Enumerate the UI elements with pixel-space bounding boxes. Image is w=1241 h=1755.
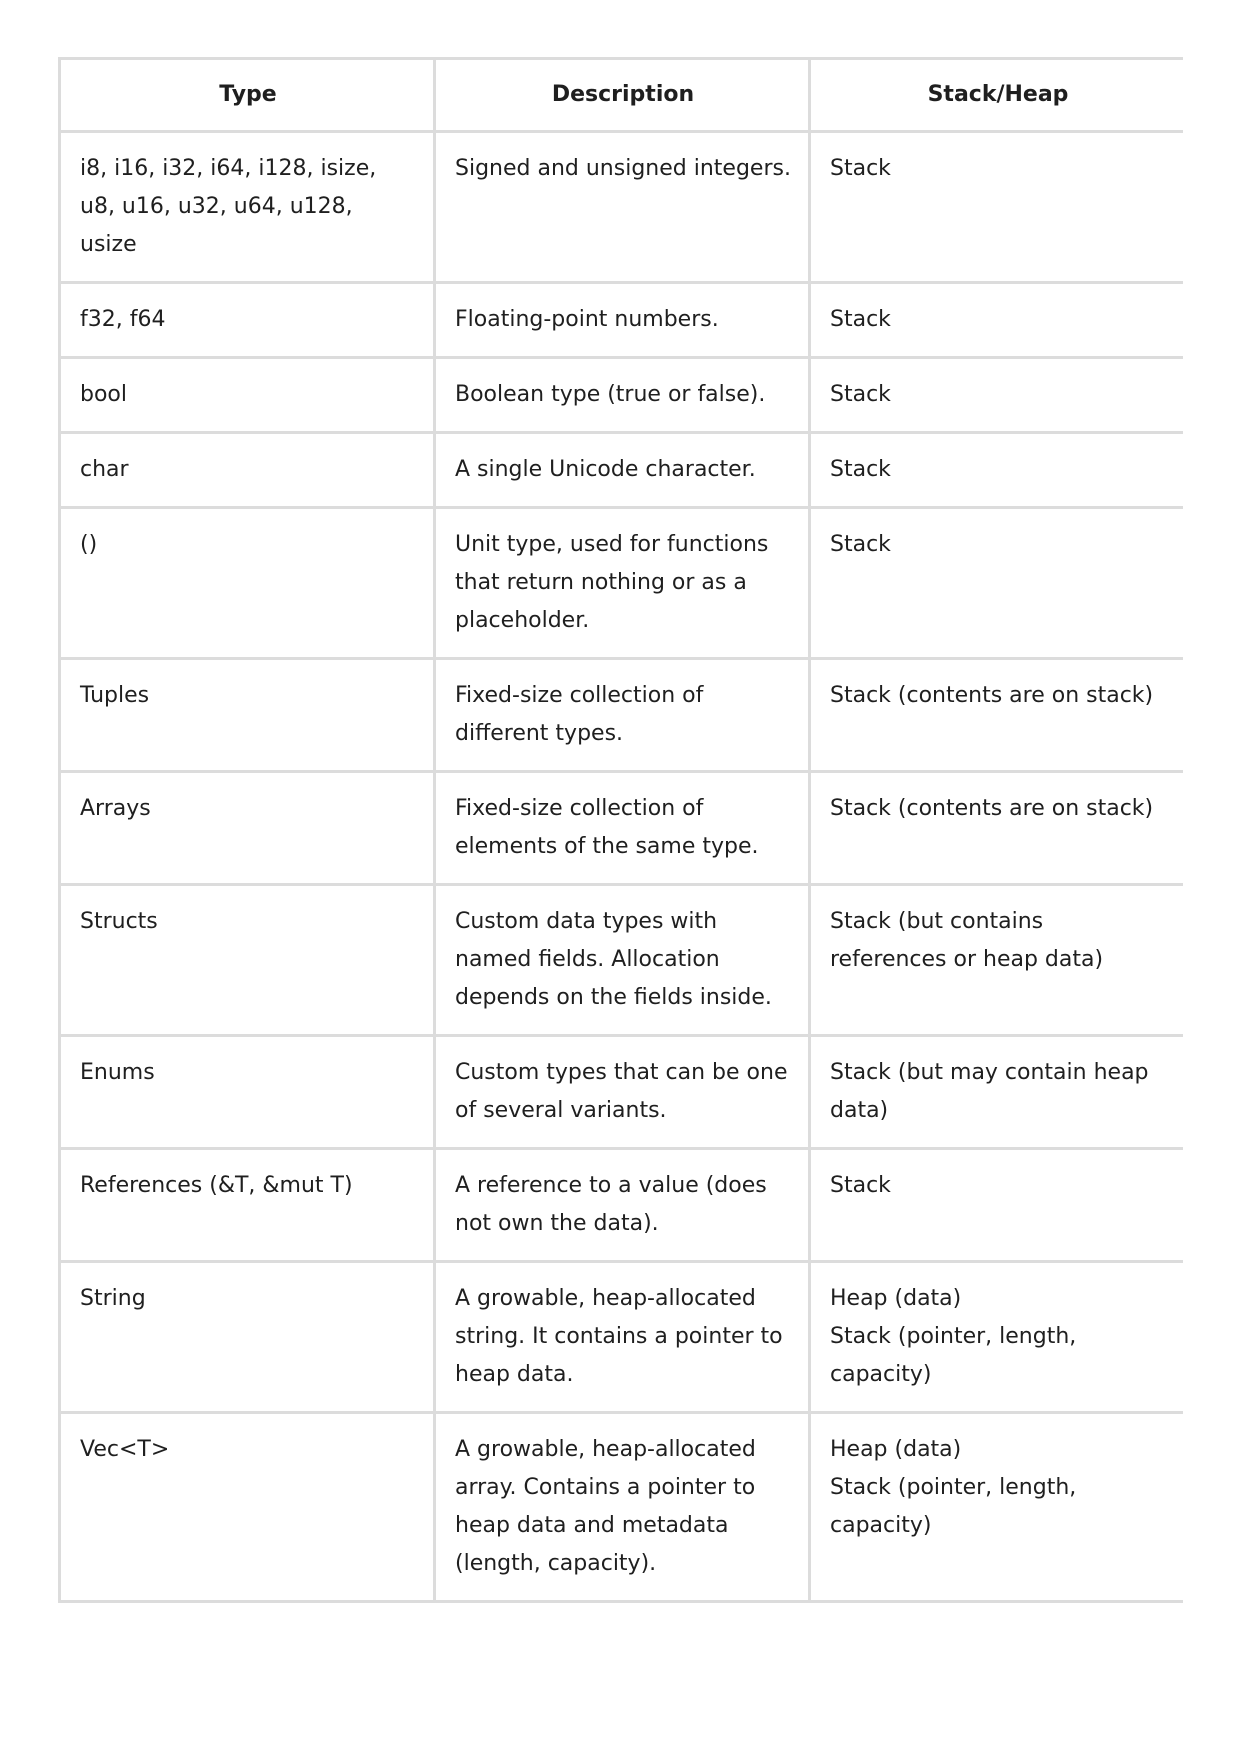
table-row xyxy=(60,433,1184,508)
cell-stack-heap: Stack xyxy=(810,132,1184,283)
cell-type: () xyxy=(60,508,435,659)
table-row xyxy=(60,1149,1184,1262)
cell-type: i8, i16, i32, i64, i128, isize, u8, u16, u32, u64, u128, usize xyxy=(60,132,435,283)
cell-type: Enums xyxy=(60,1036,435,1149)
table-row xyxy=(60,508,1184,659)
cell-description: Fixed-size collection of elements of the same type. xyxy=(435,772,810,885)
table-row xyxy=(60,1036,1184,1149)
rust-types-table xyxy=(58,57,1183,1603)
cell-description: A reference to a value (does not own the data). xyxy=(435,1149,810,1262)
cell-description: Custom data types with named fields. Allocation depends on the fields inside. xyxy=(435,885,810,1036)
cell-description: Unit type, used for functions that return nothing or as a placeholder. xyxy=(435,508,810,659)
cell-type: f32, f64 xyxy=(60,283,435,358)
cell-type: References (&T, &mut T) xyxy=(60,1149,435,1262)
table-row xyxy=(60,885,1184,1036)
cell-stack-heap: Stack (but contains references or heap data) xyxy=(810,885,1184,1036)
cell-stack-heap: Stack xyxy=(810,283,1184,358)
cell-type: bool xyxy=(60,358,435,433)
cell-stack-heap: Stack xyxy=(810,1149,1184,1262)
table-row xyxy=(60,1413,1184,1602)
cell-description: A growable, heap-allocated string. It contains a pointer to heap data. xyxy=(435,1262,810,1413)
table-row xyxy=(60,132,1184,283)
cell-description: Floating-point numbers. xyxy=(435,283,810,358)
cell-stack-heap: Heap (data) Stack (pointer, length, capacity) xyxy=(810,1262,1184,1413)
cell-stack-heap: Heap (data) Stack (pointer, length, capacity) xyxy=(810,1413,1184,1602)
table-row xyxy=(60,358,1184,433)
cell-stack-heap: Stack xyxy=(810,433,1184,508)
cell-stack-heap: Stack (contents are on stack) xyxy=(810,772,1184,885)
cell-stack-heap: Stack (but may contain heap data) xyxy=(810,1036,1184,1149)
cell-type: char xyxy=(60,433,435,508)
header-stack-heap: Stack/Heap xyxy=(810,59,1184,132)
cell-stack-heap: Stack xyxy=(810,508,1184,659)
cell-description: Custom types that can be one of several variants. xyxy=(435,1036,810,1149)
cell-type: String xyxy=(60,1262,435,1413)
table-row xyxy=(60,1262,1184,1413)
table-row xyxy=(60,772,1184,885)
cell-description: A single Unicode character. xyxy=(435,433,810,508)
table-header-row xyxy=(60,59,1184,132)
cell-type: Vec<T> xyxy=(60,1413,435,1602)
cell-description: A growable, heap-allocated array. Contains a pointer to heap data and metadata (length, capacity). xyxy=(435,1413,810,1602)
cell-description: Boolean type (true or false). xyxy=(435,358,810,433)
table-row xyxy=(60,659,1184,772)
types-table-container xyxy=(58,57,1183,1697)
header-description: Description xyxy=(435,59,810,132)
cell-stack-heap: Stack xyxy=(810,358,1184,433)
cell-stack-heap: Stack (contents are on stack) xyxy=(810,659,1184,772)
cell-type: Tuples xyxy=(60,659,435,772)
cell-description: Fixed-size collection of different types. xyxy=(435,659,810,772)
header-type: Type xyxy=(60,59,435,132)
cell-type: Structs xyxy=(60,885,435,1036)
cell-description: Signed and unsigned integers. xyxy=(435,132,810,283)
cell-type: Arrays xyxy=(60,772,435,885)
table-row xyxy=(60,283,1184,358)
